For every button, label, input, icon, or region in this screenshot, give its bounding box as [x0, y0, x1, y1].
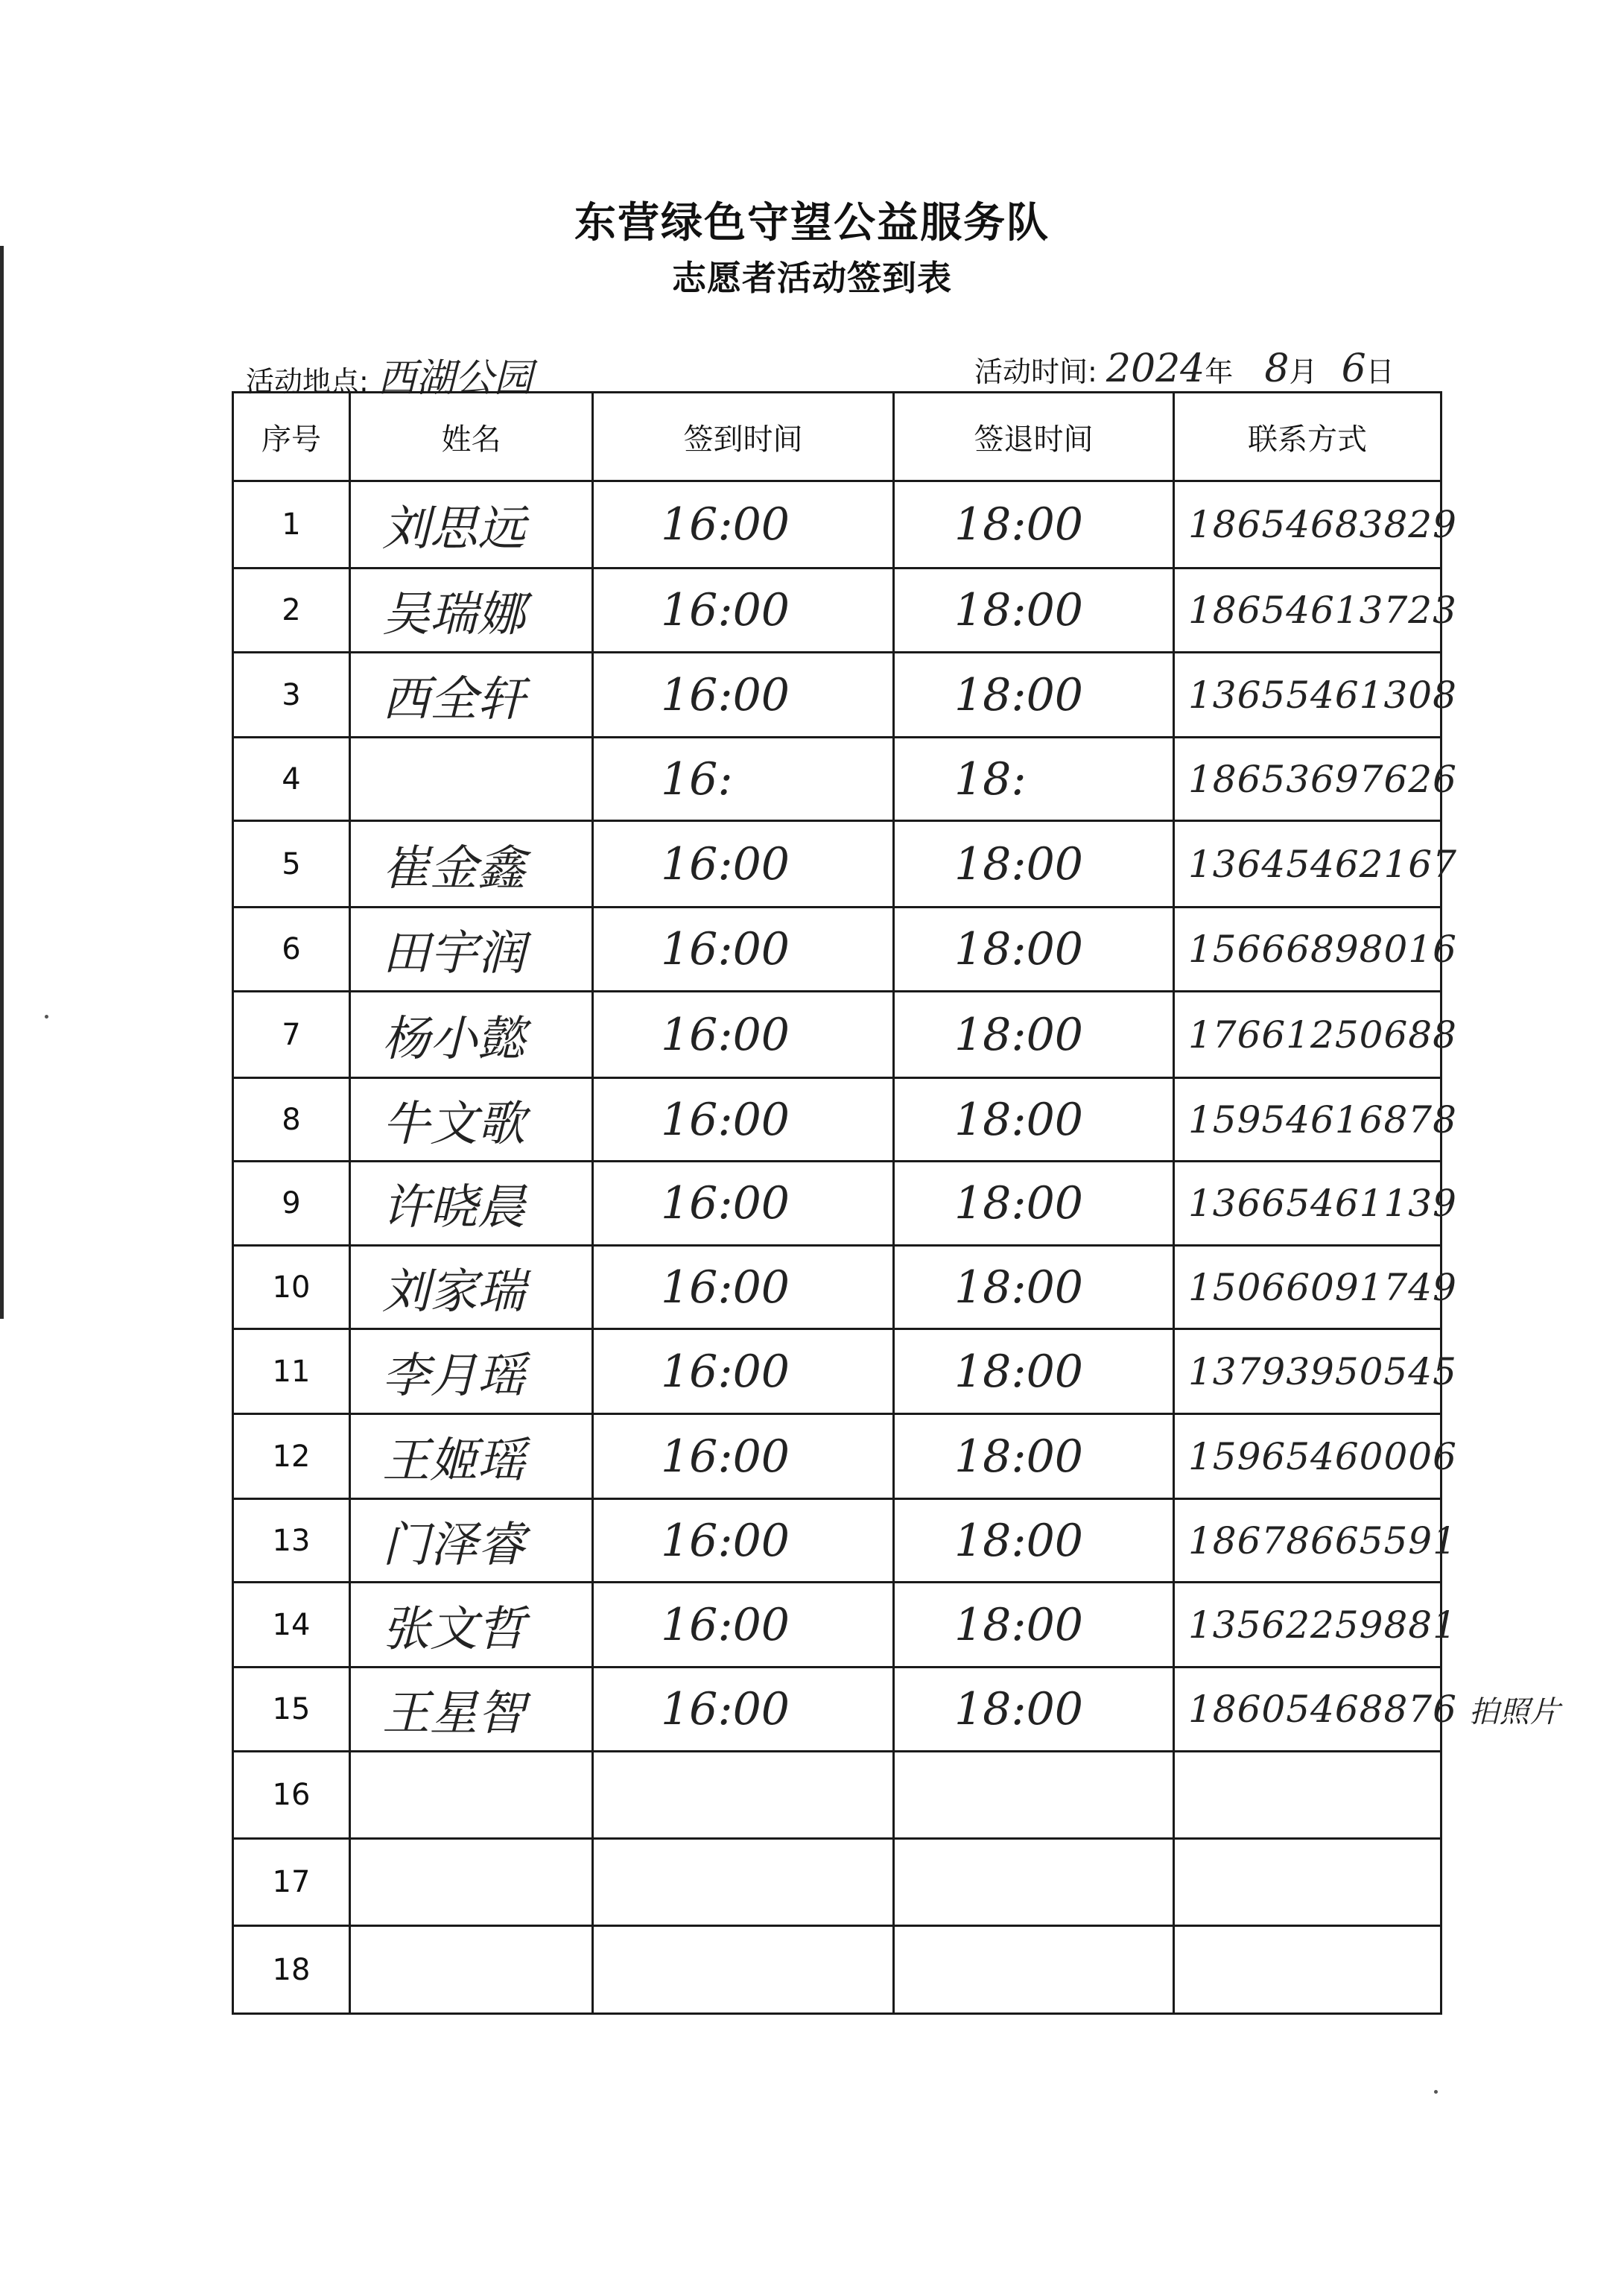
table-row	[233, 992, 1441, 1078]
activity-place-value: 西湖公园	[377, 356, 533, 401]
page-left-edge-shadow	[0, 246, 4, 1319]
paper-speck	[45, 1015, 48, 1019]
row-phone: 13665461139	[1188, 1182, 1457, 1225]
table-row	[233, 738, 1441, 821]
table-row	[233, 1414, 1441, 1499]
row-contact	[1174, 481, 1457, 569]
row-note: 拍照片	[1468, 1695, 1561, 1729]
row-signin-time: 16:00	[593, 1246, 894, 1329]
table-row	[233, 1839, 1441, 1926]
row-number: 18	[233, 1926, 350, 2014]
row-signin-time: 16:00	[593, 481, 894, 569]
activity-day-unit: 日	[1366, 355, 1395, 388]
header-name: 姓名	[350, 393, 593, 481]
row-signin-time: 16:00	[593, 1583, 894, 1668]
row-signin-time: 16:00	[593, 1162, 894, 1246]
row-name	[350, 1926, 593, 2014]
row-signin-time: 16:00	[593, 1499, 894, 1583]
row-contact	[1174, 1162, 1457, 1246]
row-signin-time: 16:00	[593, 992, 894, 1078]
row-number: 12	[233, 1414, 350, 1499]
row-signout-time: 18:00	[894, 653, 1174, 738]
row-number: 1	[233, 481, 350, 569]
row-name: 许晓晨	[350, 1162, 593, 1246]
row-phone: 17661250688	[1188, 1013, 1457, 1057]
table-row	[233, 1246, 1441, 1329]
row-signout-time: 18:00	[894, 821, 1174, 908]
row-name: 西全轩	[350, 653, 593, 738]
row-phone: 13655461308	[1188, 673, 1457, 717]
table-row	[233, 481, 1441, 569]
row-phone: 18654683829	[1188, 503, 1457, 546]
row-signout-time: 18:00	[894, 481, 1174, 569]
row-phone: 18653697626	[1188, 757, 1457, 801]
row-phone: 13562259881	[1188, 1603, 1457, 1647]
row-name: 田宇润	[350, 908, 593, 992]
row-signin-time: 16:00	[593, 1329, 894, 1414]
form-title: 志愿者活动签到表	[672, 258, 952, 298]
signin-table	[232, 391, 1561, 2015]
table-row	[233, 1752, 1441, 1839]
row-phone: 18678665591	[1188, 1518, 1457, 1562]
row-contact	[1174, 821, 1457, 908]
table-row	[233, 1668, 1441, 1752]
row-name: 刘家瑞	[350, 1246, 593, 1329]
row-contact	[1174, 569, 1457, 653]
row-number: 11	[233, 1329, 350, 1414]
row-name: 王姬瑶	[350, 1414, 593, 1499]
row-number: 5	[233, 821, 350, 908]
activity-month-unit: 月	[1289, 355, 1318, 388]
header-contact: 联系方式	[1174, 393, 1441, 481]
row-signout-time: 18:00	[894, 1583, 1174, 1668]
row-phone: 15954616878	[1188, 1098, 1457, 1141]
table-body	[233, 481, 1561, 2014]
row-contact	[1174, 908, 1457, 992]
table-header-row	[233, 393, 1441, 481]
row-contact	[1174, 1752, 1441, 1839]
row-contact	[1174, 738, 1457, 821]
row-phone: 13793950545	[1188, 1349, 1457, 1393]
row-signout-time	[894, 1752, 1174, 1839]
row-number: 2	[233, 569, 350, 653]
activity-year-unit: 年	[1205, 355, 1234, 388]
table-row	[233, 1162, 1441, 1246]
header-signin-time: 签到时间	[593, 393, 894, 481]
row-number: 15	[233, 1668, 350, 1752]
row-signin-time: 16:00	[593, 1414, 894, 1499]
row-name: 崔金鑫	[350, 821, 593, 908]
row-name: 李月瑶	[350, 1329, 593, 1414]
activity-day: 6	[1341, 346, 1366, 391]
row-signout-time: 18:00	[894, 1668, 1174, 1752]
row-signin-time: 16:	[593, 738, 894, 821]
row-contact	[1174, 992, 1457, 1078]
row-signin-time: 16:00	[593, 1668, 894, 1752]
table-row	[233, 1499, 1441, 1583]
row-number: 7	[233, 992, 350, 1078]
activity-time	[974, 346, 1395, 391]
row-number: 3	[233, 653, 350, 738]
row-contact	[1174, 1499, 1457, 1583]
row-contact	[1174, 1583, 1457, 1668]
row-number: 6	[233, 908, 350, 992]
org-title: 东营绿色守望公益服务队	[574, 199, 1050, 247]
row-signout-time	[894, 1839, 1174, 1926]
row-signin-time	[593, 1926, 894, 2014]
row-number: 14	[233, 1583, 350, 1668]
row-name: 刘思远	[350, 481, 593, 569]
row-contact	[1174, 1246, 1457, 1329]
table-row	[233, 653, 1441, 738]
row-signin-time: 16:00	[593, 569, 894, 653]
row-signout-time: 18:00	[894, 992, 1174, 1078]
row-signout-time: 18:00	[894, 908, 1174, 992]
row-signout-time: 18:00	[894, 1162, 1174, 1246]
header-signout-time: 签退时间	[894, 393, 1174, 481]
row-number: 17	[233, 1839, 350, 1926]
row-signout-time: 18:00	[894, 569, 1174, 653]
table-row	[233, 1329, 1441, 1414]
row-signin-time	[593, 1752, 894, 1839]
row-signout-time: 18:00	[894, 1078, 1174, 1162]
row-name: 吴瑞娜	[350, 569, 593, 653]
row-contact	[1174, 1839, 1441, 1926]
row-number: 10	[233, 1246, 350, 1329]
activity-year: 2024	[1106, 346, 1205, 391]
table-row	[233, 821, 1441, 908]
row-number: 8	[233, 1078, 350, 1162]
row-name: 王星智	[350, 1668, 593, 1752]
row-signin-time: 16:00	[593, 653, 894, 738]
row-signout-time: 18:	[894, 738, 1174, 821]
table-row	[233, 1926, 1441, 2014]
row-phone: 15666898016	[1188, 928, 1457, 971]
row-name: 杨小懿	[350, 992, 593, 1078]
row-name	[350, 1752, 593, 1839]
row-number: 16	[233, 1752, 350, 1839]
row-contact	[1174, 1078, 1457, 1162]
row-signin-time: 16:00	[593, 821, 894, 908]
activity-place-label: 活动地点:	[246, 365, 369, 398]
row-name	[350, 1839, 593, 1926]
row-signin-time	[593, 1839, 894, 1926]
row-name: 牛文歌	[350, 1078, 593, 1162]
row-contact	[1174, 653, 1457, 738]
row-contact	[1174, 1414, 1457, 1499]
table-row	[233, 1078, 1441, 1162]
row-signin-time: 16:00	[593, 908, 894, 992]
activity-month: 8	[1264, 346, 1290, 391]
row-name	[350, 738, 593, 821]
row-contact	[1174, 1668, 1561, 1752]
row-phone: 15066091749	[1188, 1265, 1457, 1309]
table-row	[233, 569, 1441, 653]
row-number: 9	[233, 1162, 350, 1246]
row-phone: 18654613723	[1188, 589, 1457, 632]
row-signin-time: 16:00	[593, 1078, 894, 1162]
row-signout-time: 18:00	[894, 1329, 1174, 1414]
row-number: 13	[233, 1499, 350, 1583]
row-phone: 13645462167	[1188, 842, 1457, 886]
table-row	[233, 1583, 1441, 1668]
header-number: 序号	[233, 393, 350, 481]
row-name: 张文哲	[350, 1583, 593, 1668]
row-contact	[1174, 1926, 1441, 2014]
row-number: 4	[233, 738, 350, 821]
row-name: 门泽睿	[350, 1499, 593, 1583]
activity-time-label: 活动时间:	[974, 355, 1097, 388]
row-signout-time: 18:00	[894, 1499, 1174, 1583]
table-row	[233, 908, 1441, 992]
row-phone: 18605468876	[1188, 1688, 1457, 1731]
paper-speck	[1434, 2090, 1438, 2094]
row-phone: 15965460006	[1188, 1434, 1457, 1478]
row-signout-time	[894, 1926, 1174, 2014]
row-contact	[1174, 1329, 1457, 1414]
row-signout-time: 18:00	[894, 1414, 1174, 1499]
row-signout-time: 18:00	[894, 1246, 1174, 1329]
